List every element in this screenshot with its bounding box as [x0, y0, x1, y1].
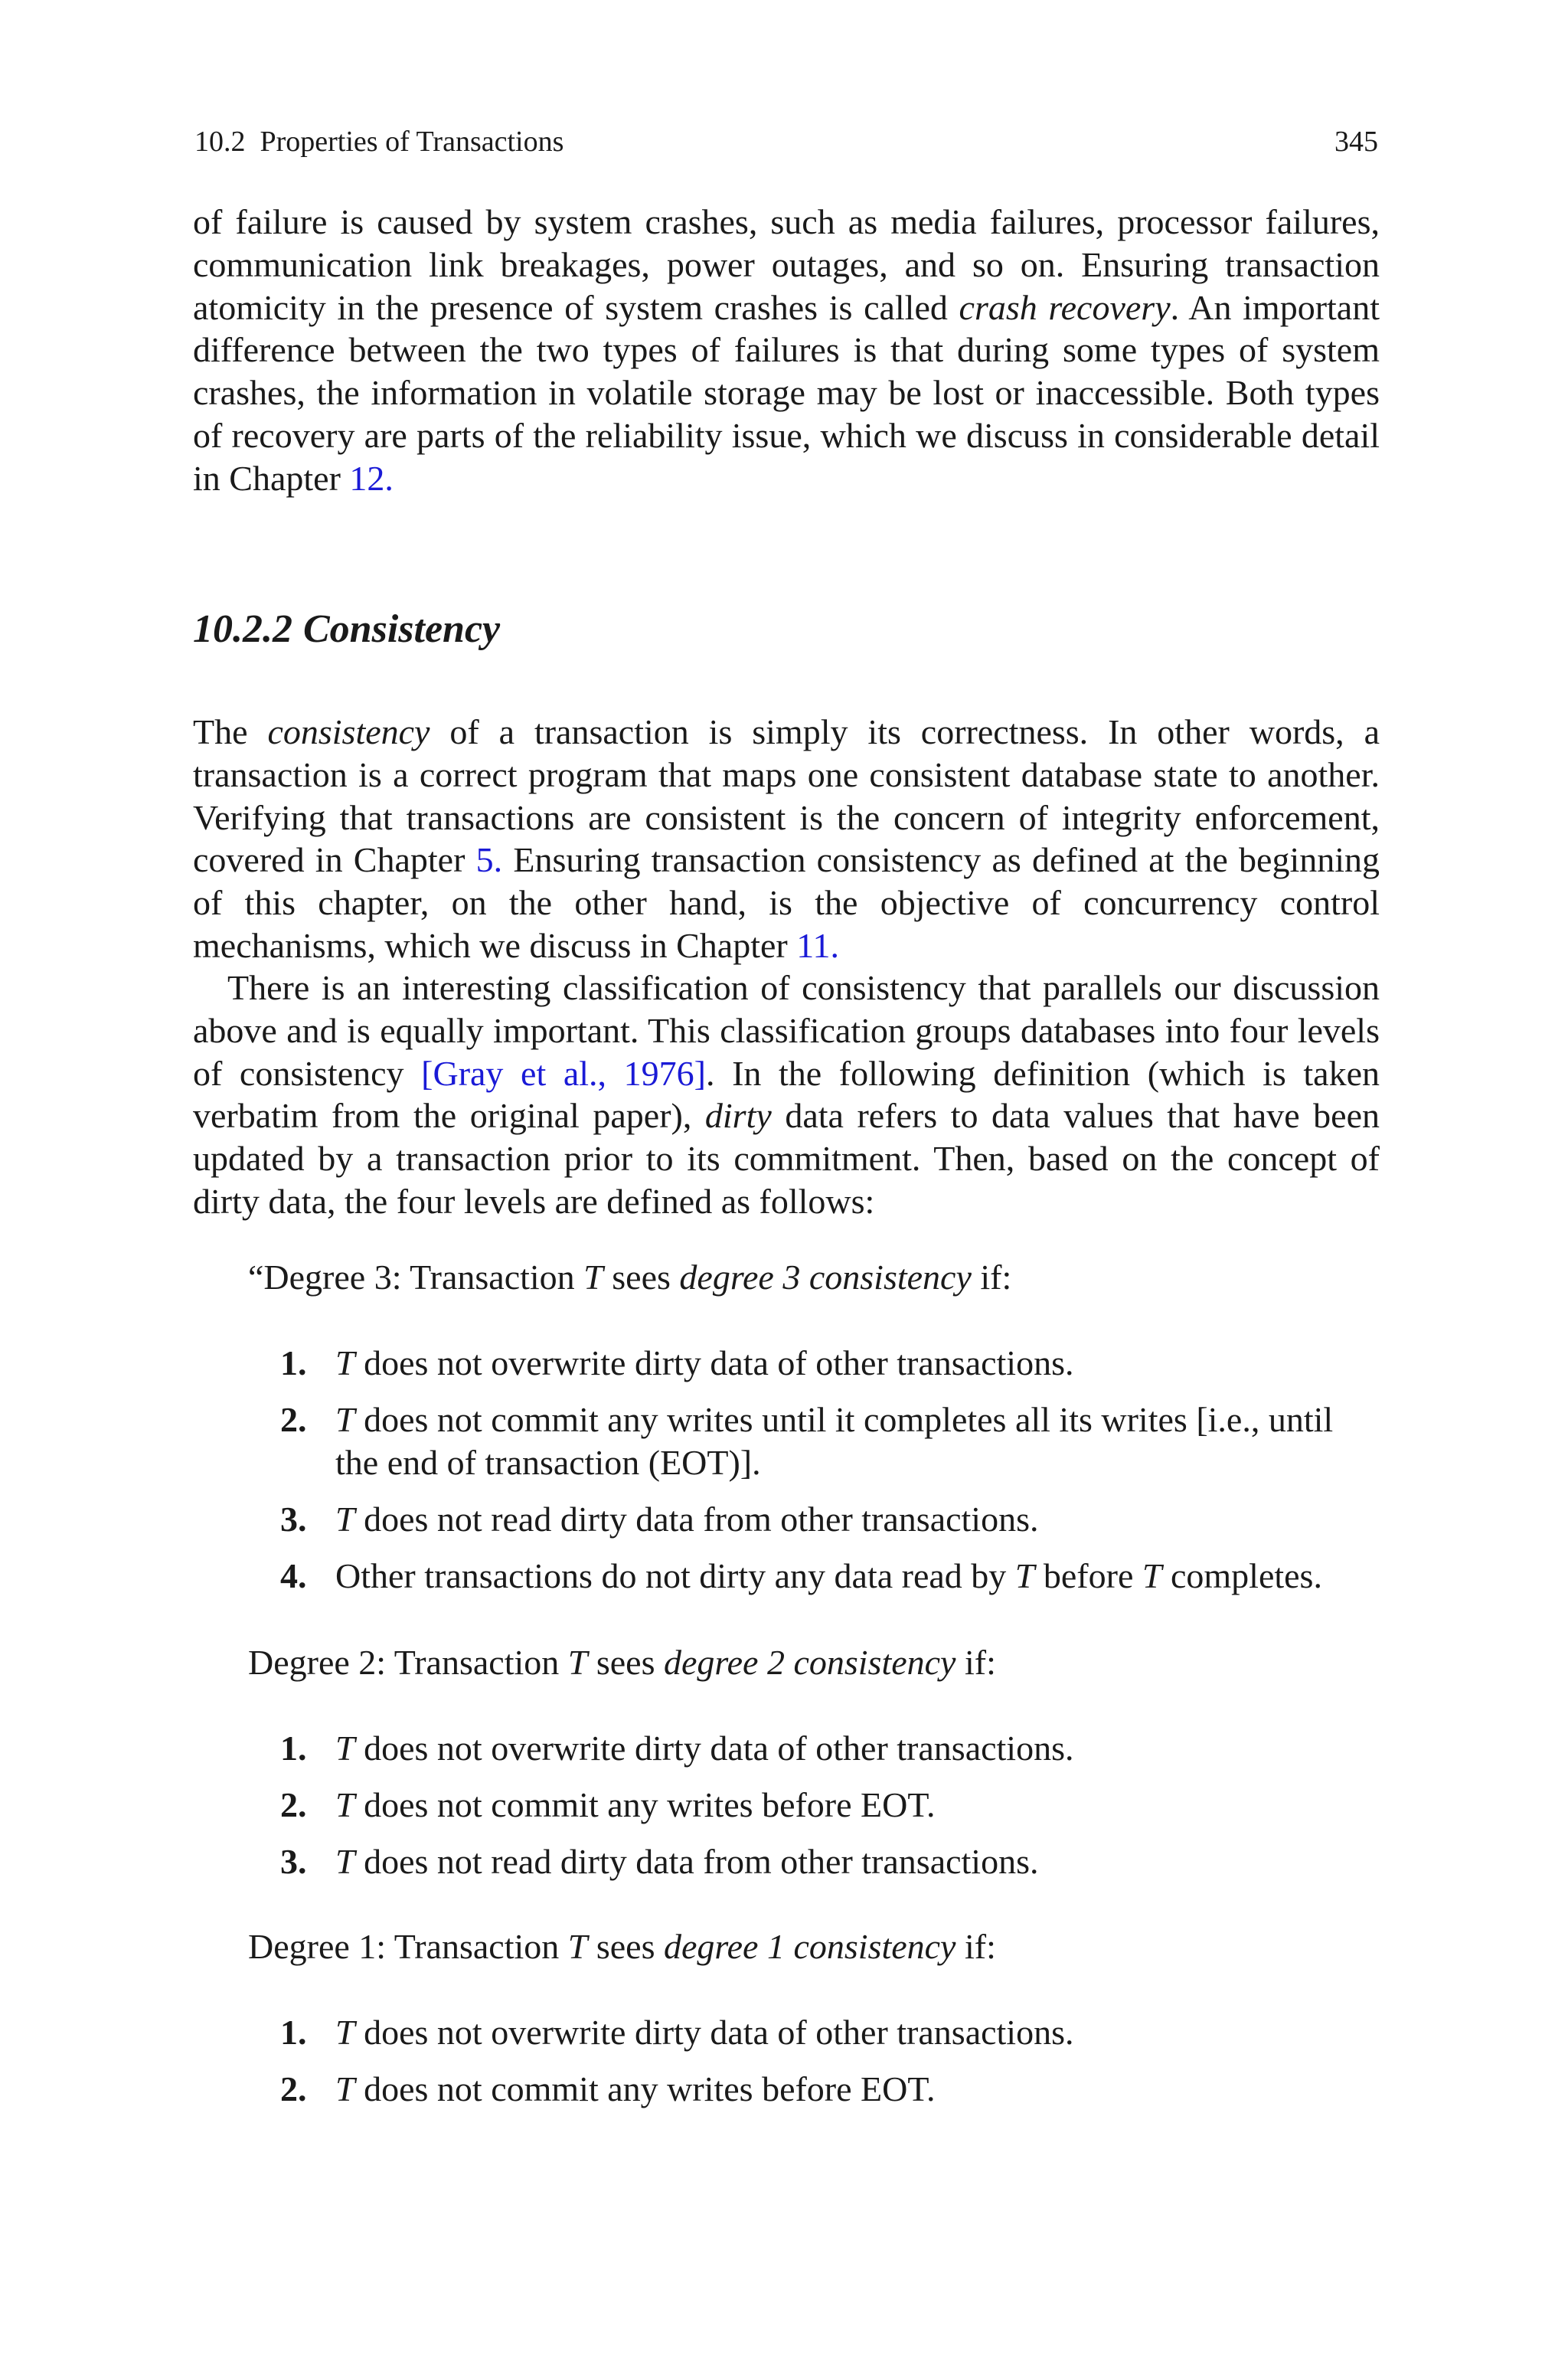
item-number: 3. [280, 1500, 307, 1539]
paragraph3-text-a: There is an interesting classification of consistency that parallels our discussion above and is equally important. This classification groups databases into four levels of consistency [193, 968, 1380, 1093]
item-text [335, 1398, 1380, 1484]
chapter-5-link[interactable]: 5. [475, 840, 503, 880]
item-number: 1. [280, 1729, 307, 1768]
term-consistency: consistency [267, 712, 430, 751]
term-degree-3-consistency: degree 3 consistency [679, 1258, 972, 1297]
item-text-a: Other transactions do not dirty any data read by [335, 1556, 1015, 1595]
paragraph-crash-recovery [193, 201, 1380, 500]
paragraph-consistency-levels [193, 967, 1380, 1223]
degree-3-suffix: if: [971, 1258, 1012, 1297]
paragraph3-text-c: data refers to data values that have been updated by a transaction prior to its commitment. Then, based on the concept of dirty data, the four levels are defined as follows: [193, 1096, 1380, 1221]
var-t: T [335, 1729, 355, 1768]
var-t: T [567, 1643, 588, 1682]
item-text [335, 2068, 1380, 2111]
var-t: T [1142, 1556, 1162, 1595]
var-t: T [335, 2069, 355, 2108]
item-text [335, 1784, 1380, 1827]
degree-1-mid: sees [587, 1927, 664, 1966]
var-t: T [335, 2013, 355, 2052]
degree-3-mid: sees [603, 1258, 680, 1297]
var-t: T [583, 1258, 603, 1297]
term-crash-recovery: crash recovery [959, 287, 1171, 327]
item-text [335, 1555, 1380, 1598]
var-t: T [335, 1400, 355, 1439]
item-text-body: does not overwrite dirty data of other transactions. [354, 2013, 1074, 2052]
degree-2-mid: sees [587, 1643, 664, 1682]
item-text [335, 1342, 1380, 1385]
item-number: 1. [280, 2013, 307, 2052]
var-t: T [1014, 1556, 1035, 1595]
degree-1-prefix: Degree 1: Transaction [248, 1927, 568, 1966]
page-number: 345 [1334, 126, 1378, 158]
paragraph1-text-b: . An important difference between the two types of failures is that during some types of system crashes, the information in volatile storage may be lost or inaccessible. Both types of recovery are parts of the reliability issue, which we discuss in considerable detail in Chapter [193, 287, 1380, 498]
item-text-body: does not overwrite dirty data of other transactions. [354, 1729, 1074, 1768]
item-number: 1. [280, 1343, 307, 1382]
degree-1-heading [248, 1925, 1380, 1968]
term-dirty: dirty [704, 1096, 772, 1136]
var-t: T [335, 1500, 355, 1539]
item-number: 3. [280, 1842, 307, 1881]
term-degree-1-consistency: degree 1 consistency [664, 1927, 956, 1966]
item-text-b: before [1034, 1556, 1142, 1595]
degree-2-prefix: Degree 2: Transaction [248, 1643, 568, 1682]
var-t: T [567, 1927, 588, 1966]
section-number: 10.2.2 [193, 607, 292, 651]
item-number: 2. [280, 2069, 307, 2108]
item-text-body: does not commit any writes before EOT. [354, 2069, 936, 2108]
item-text [335, 1840, 1380, 1883]
item-text-body: does not read dirty data from other transactions. [354, 1500, 1039, 1539]
paragraph-consistency-definition [193, 711, 1380, 967]
var-t: T [335, 1343, 355, 1382]
item-text-body: does not overwrite dirty data of other transactions. [354, 1343, 1074, 1382]
paragraph2-text-b: of a transaction is simply its correctness. In other words, a transaction is a correct program that maps one consistent database state to another. Verifying that transactions are consistent is the concern of integrity enforcement, covered in Chapter [193, 712, 1380, 880]
var-t: T [335, 1842, 355, 1881]
running-head-section: 10.2 Properties of Transactions [194, 126, 564, 158]
item-number: 4. [280, 1556, 307, 1595]
degree-2-suffix: if: [956, 1643, 996, 1682]
item-text-body: does not commit any writes before EOT. [354, 1785, 936, 1824]
degree-3-prefix: “Degree 3: Transaction [248, 1258, 584, 1297]
item-number: 2. [280, 1400, 307, 1439]
citation-gray-1976-link[interactable]: [Gray et al., 1976] [421, 1053, 706, 1093]
degree-1-suffix: if: [956, 1927, 996, 1966]
chapter-11-link[interactable]: 11. [796, 925, 840, 965]
paragraph3-text-b: . In the following definition (which is taken verbatim from the original paper), [193, 1053, 1380, 1136]
degree-2-heading [248, 1641, 1380, 1684]
section-heading [193, 605, 500, 654]
item-text-c: completes. [1161, 1556, 1322, 1595]
paragraph1-text-a: of failure is caused by system crashes, such as media failures, processor failures, communication link breakages, power outages, and so on. Ensuring transaction atomicity in the presence of system crashes is called [193, 202, 1380, 327]
item-number: 2. [280, 1785, 307, 1824]
chapter-12-link[interactable]: 12. [349, 458, 394, 498]
item-text-body: does not commit any writes until it completes all its writes [i.e., until the end of transaction (EOT)]. [335, 1400, 1334, 1482]
paragraph2-text-c: Ensuring transaction consistency as defined at the beginning of this chapter, on the other hand, is the objective of concurrency control mechanisms, which we discuss in Chapter [193, 840, 1380, 965]
var-t: T [335, 1785, 355, 1824]
term-degree-2-consistency: degree 2 consistency [664, 1643, 956, 1682]
item-text-body: does not read dirty data from other transactions. [354, 1842, 1039, 1881]
degree-3-heading [248, 1256, 1380, 1299]
item-text [335, 2011, 1380, 2054]
item-text [335, 1498, 1380, 1541]
paragraph2-text-a: The [193, 712, 268, 751]
item-text [335, 1727, 1380, 1770]
running-head [194, 123, 1378, 161]
section-title: Consistency [303, 607, 501, 651]
